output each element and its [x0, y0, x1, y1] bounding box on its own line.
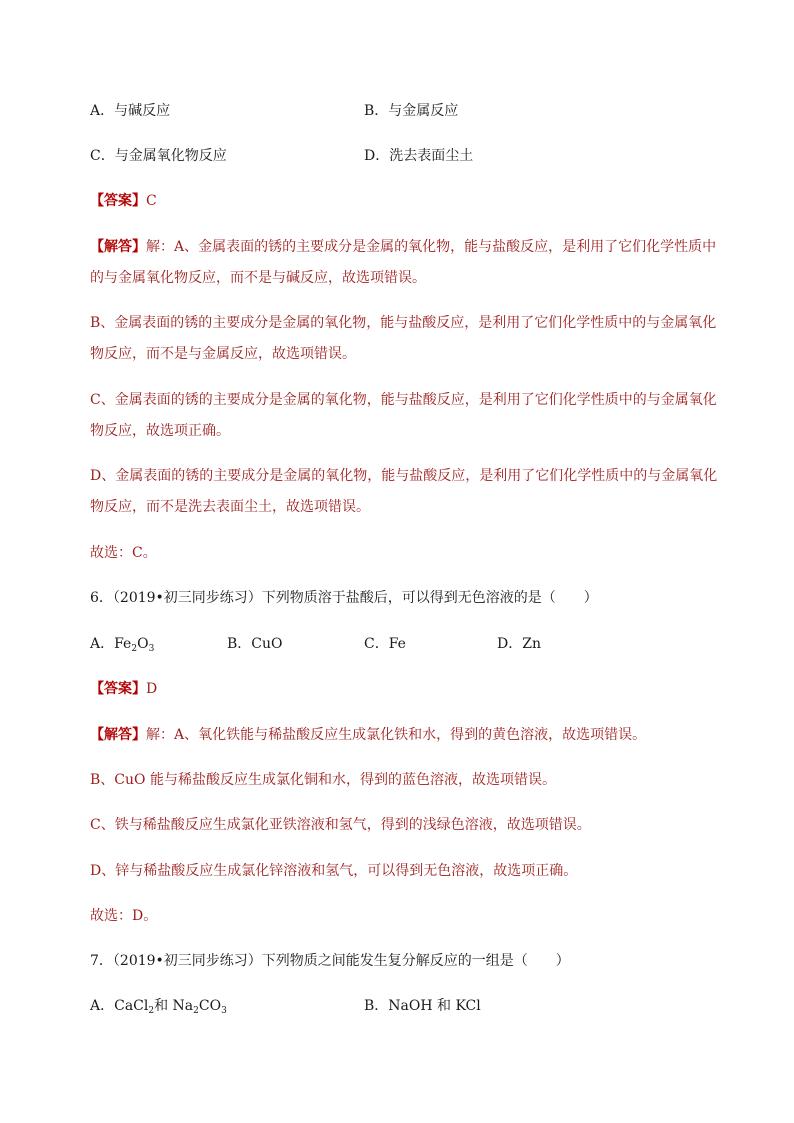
formula-text: CO — [198, 998, 222, 1014]
q5-option-a: A．与碱反应 — [90, 103, 171, 119]
q5-analysis-line — [90, 237, 716, 257]
q5-analysis-line: 物反应，而不是与金属反应，故选项错误。 — [90, 346, 356, 362]
q6-stem: 6．（2019•初三同步练习）下列物质溶于盐酸后，可以得到无色溶液的是（ ） — [90, 590, 598, 606]
formula-text: 和 Na — [154, 998, 194, 1014]
answer-value: D — [146, 681, 158, 697]
q6-analysis-line: B、CuO 能与稀盐酸反应生成氯化铜和水，得到的蓝色溶液，故选项错误。 — [90, 772, 556, 788]
q7-option-a — [90, 996, 227, 1016]
formula-subscript: 3 — [221, 1006, 227, 1016]
q5-analysis-line: C、金属表面的锈的主要成分是金属的氧化物，能与盐酸反应，是利用了它们化学性质中的与金属氧化 — [90, 392, 717, 408]
q6-answer — [90, 679, 157, 699]
q5-conclusion: 故选：C。 — [90, 545, 157, 561]
answer-tag: 【答案】 — [90, 681, 146, 697]
analysis-text: 解：A、氧化铁能与稀盐酸反应生成氯化铁和水，得到的黄色溶液，故选项错误。 — [146, 727, 647, 743]
formula-subscript: 2 — [193, 1006, 199, 1016]
q5-option-c: C．与金属氧化物反应 — [90, 148, 227, 164]
q5-analysis-line: B、金属表面的锈的主要成分是金属的氧化物，能与盐酸反应，是利用了它们化学性质中的与金属氧化 — [90, 315, 717, 331]
formula-subscript: 3 — [148, 644, 155, 654]
formula-subscript: 2 — [131, 644, 138, 654]
answer-value: C — [146, 193, 157, 209]
formula-text: O — [137, 636, 149, 652]
q6-option-c: C．Fe — [364, 636, 406, 652]
q6-analysis-line: D、锌与稀盐酸反应生成氯化锌溶液和氢气，可以得到无色溶液，故选项正确。 — [90, 863, 578, 879]
q7-option-b: B．NaOH 和 KCl — [364, 998, 481, 1014]
q6-option-b: B．CuO — [227, 636, 283, 652]
formula-text: A．Fe — [90, 636, 132, 652]
q6-option-d: D．Zn — [497, 636, 541, 652]
q6-analysis-line — [90, 725, 646, 745]
analysis-text: 解：A、金属表面的锈的主要成分是金属的氧化物，能与盐酸反应，是利用了它们化学性质中 — [146, 239, 717, 255]
answer-tag: 【答案】 — [90, 193, 146, 209]
q5-analysis-line: 物反应，故选项正确。 — [90, 423, 230, 439]
analysis-tag: 【解答】 — [90, 727, 146, 743]
q5-option-b: B．与金属反应 — [364, 103, 459, 119]
formula-subscript: 2 — [148, 1006, 155, 1016]
q5-option-d: D．洗去表面尘土 — [364, 148, 474, 164]
q7-stem: 7．（2019•初三同步练习）下列物质之间能发生复分解反应的一组是（ ） — [90, 953, 570, 969]
q5-analysis-line: 物反应，而不是洗去表面尘土，故选项错误。 — [90, 499, 370, 515]
analysis-tag: 【解答】 — [90, 239, 146, 255]
q5-answer — [90, 191, 157, 211]
q6-option-a — [90, 634, 154, 654]
formula-text: A．CaCl — [90, 998, 149, 1014]
q6-conclusion: 故选：D。 — [90, 908, 158, 924]
q6-analysis-line: C、铁与稀盐酸反应生成氯化亚铁溶液和氢气，得到的浅绿色溶液，故选项错误。 — [90, 817, 591, 833]
q5-analysis-line: D、金属表面的锈的主要成分是金属的氧化物，能与盐酸反应，是利用了它们化学性质中的与金属氧化 — [90, 468, 718, 484]
q5-analysis-line: 的与金属氧化物反应，而不是与碱反应，故选项错误。 — [90, 270, 426, 286]
